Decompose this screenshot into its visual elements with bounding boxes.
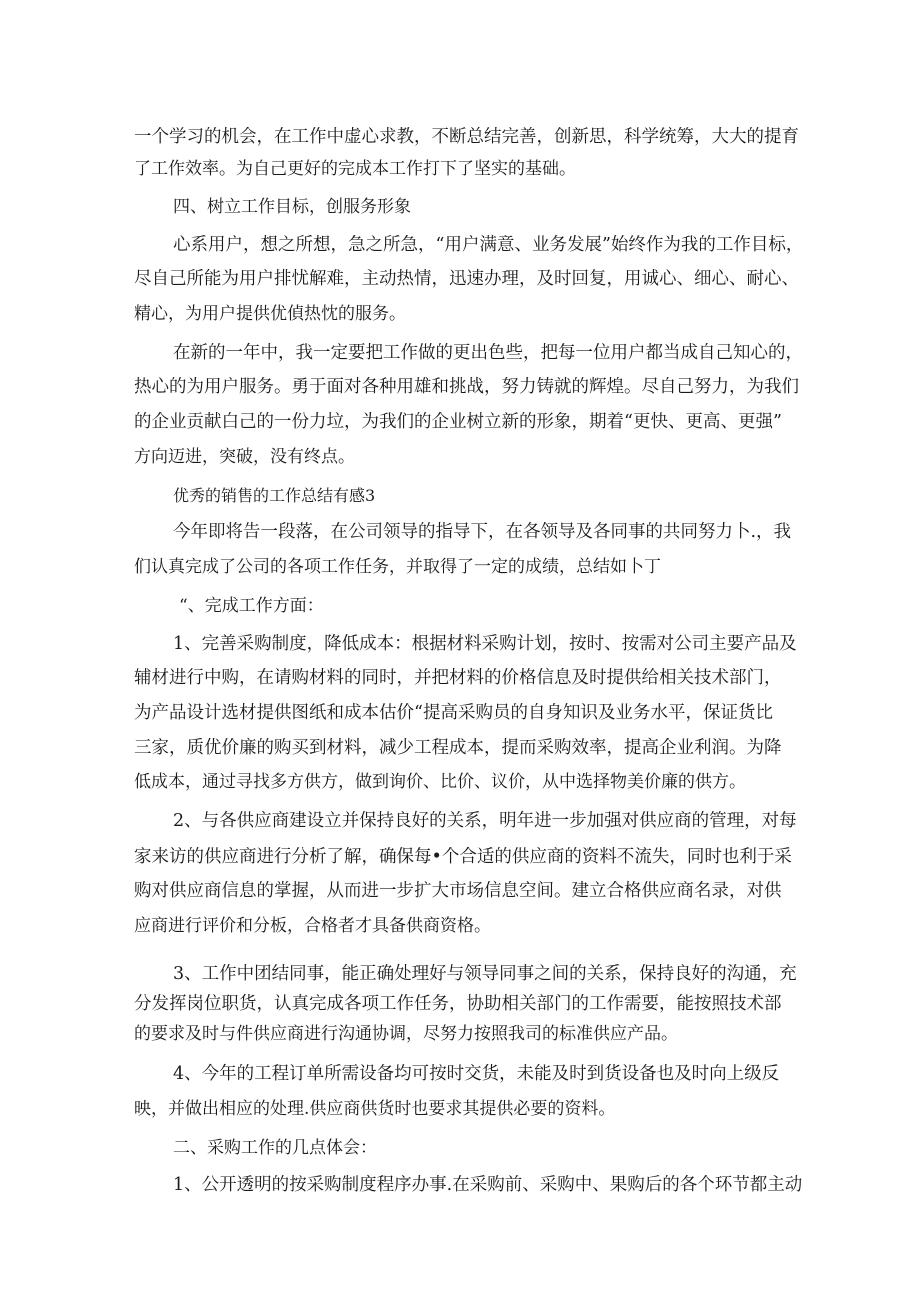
text-line: 心系用户，想之所想，急之所急，“用户满意、业务发展”始终作为我的工作目标， xyxy=(173,235,804,255)
text-line: 们认真完成了公司的各项工作任务，并取得了一定的成绩，总结如卜丁 xyxy=(134,557,661,577)
text-line: 的企业贡献白己的一份力垃，为我们的企业树立新的形象，期着“更快、更高、更强” xyxy=(134,412,782,432)
text-line: 热心的为用户服务。勇于面对各种用雄和挑战，努力铸就的辉煌。尽自己努力，为我们 xyxy=(134,377,799,397)
text-line: 1、公开透明的按采购制度程序办事.在采购前、采购中、果购后的各个环节都主动 xyxy=(173,1175,803,1195)
text-line: 的要求及时与件供应商进行沟通协调，尽努力按照我司的标准供应产品。 xyxy=(134,1024,678,1044)
text-line: 4、今年的工程订单所需设备均可按时交货，未能及时到货设备也及时向上级反 xyxy=(173,1064,780,1084)
text-line: 家来访的供应商进行分析了解，确保每•个合适的供应商的资料不流失，同时也利于采 xyxy=(134,847,792,867)
text-line: 低成本，通过寻找多方供方，做到询价、比价、议价，从中选择物美价廉的供方。 xyxy=(134,772,746,792)
text-line: 购对供应商信息的掌握，从而进一步扩大市场信息空间。建立合格供应商名录，对供 xyxy=(134,881,782,901)
text-line: 映，并做出相应的处理.供应商供货时也要求其提供必要的资料。 xyxy=(134,1099,616,1119)
section-heading: 四、树立工作目标，创服务形象 xyxy=(173,197,411,217)
text-line: 辅材进行中购，在请购材料的同时，并把材料的价格信息及时提供给相关技术部门， xyxy=(134,668,782,688)
text-line: 了工作效率。为自己更好的完成本工作打下了坚实的基础。 xyxy=(134,159,576,179)
text-line: 三家，质优价廉的购买到材料，减少工程成本，提而采购效率，提高企业利润。为降 xyxy=(134,738,782,758)
text-line: 尽自己所能为用户排忧解难，主动热情，迅速办理，及时回复，用诚心、细心、耐心、 xyxy=(134,269,799,289)
text-line: 今年即将告一段落，在公司领导的指导下，在各领导及各同事的共同努力卜.，我 xyxy=(173,522,792,542)
text-line: 为产品设计选材提供图纸和成本估价“提高采购员的自身知识及业务水平，保证货比 xyxy=(134,703,773,723)
text-line: 1、完善采购制度，降低成本：根据材料采购计划，按时、按需对公司主要产品及 xyxy=(173,634,797,654)
text-line: 3、工作中团结同事，能正确处理好与领导同事之间的关系，保持良好的沟通，充 xyxy=(173,964,797,984)
text-line: 应商进行评价和分板，合格者才具备供商资格。 xyxy=(134,916,491,936)
text-line: 在新的一年中，我一定要把工作做的更出色些，把每一位用户都当成自己知心的， xyxy=(173,343,803,363)
section-heading: “、完成工作方面： xyxy=(179,596,324,616)
section-title: 优秀的销售的工作总结有感3 xyxy=(173,486,376,505)
text-line: 一个学习的机会，在工作中虚心求教，不断总结完善，创新思，科学统筹，大大的提育 xyxy=(134,127,799,147)
text-line: 精心，为用户提供优偵热忱的服务。 xyxy=(134,304,406,324)
text-line: 2、与各供应商建设立并保持良好的关系，明年进一步加强对供应商的管理，对每 xyxy=(173,811,797,831)
section-heading: 二、采购工作的几点体会： xyxy=(173,1138,377,1158)
text-line: 分发挥岗位职货，认真完成各项工作任务，协助相关部门的工作需要，能按照技术部 xyxy=(134,994,782,1014)
text-line: 方向迈进，突破，没有终点。 xyxy=(134,447,355,467)
